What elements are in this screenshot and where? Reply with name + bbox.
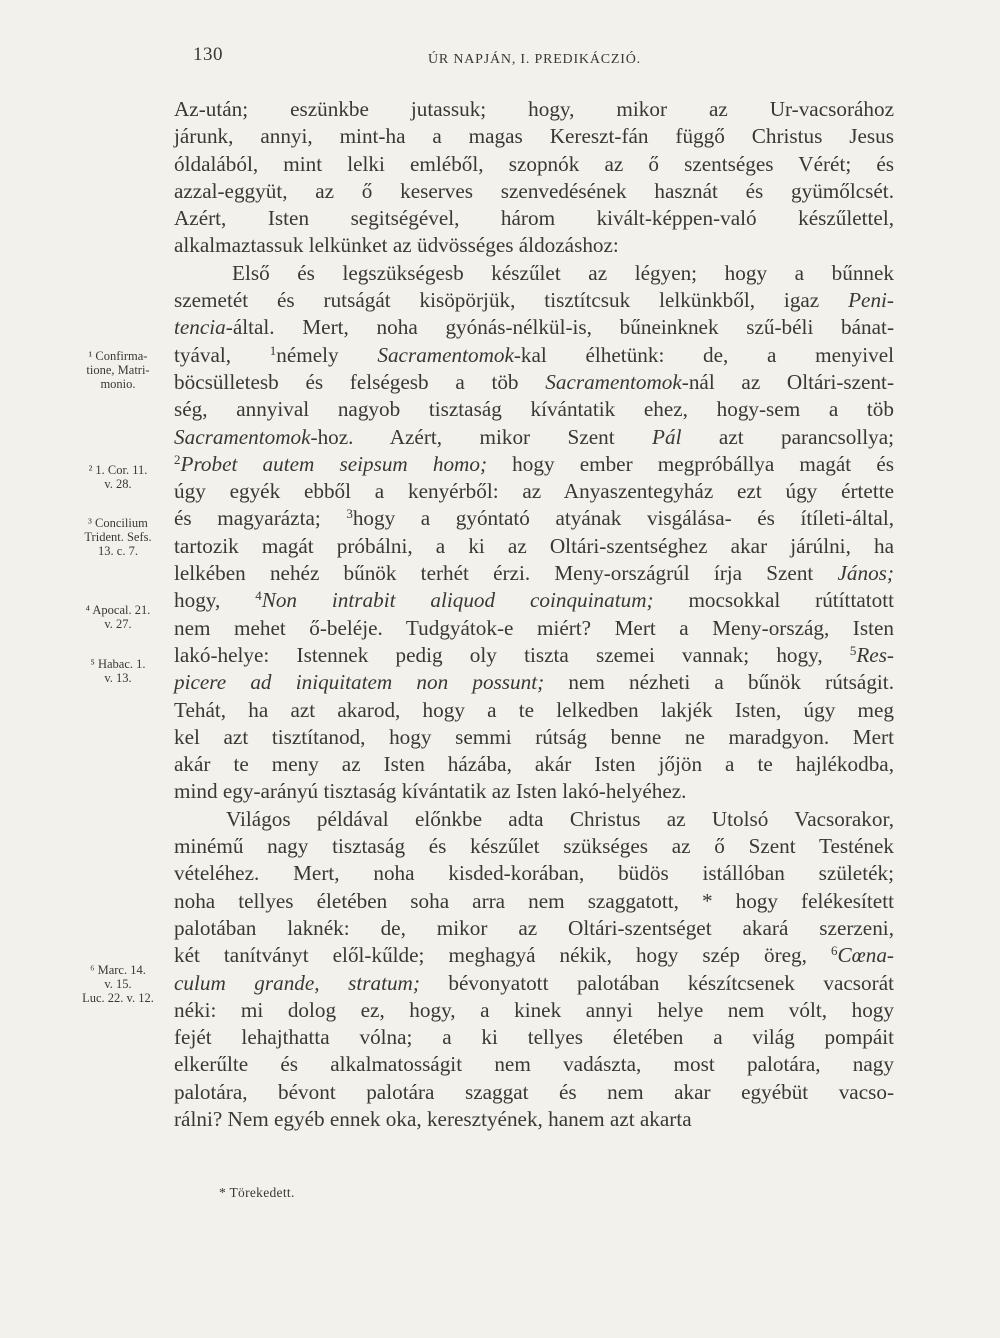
text-run: Az-után; eszünkbe jutassuk; hogy, mikor az Ur-vacsorához xyxy=(174,97,894,121)
text-line xyxy=(174,915,894,942)
text-line xyxy=(174,505,894,532)
page-number: 130 xyxy=(193,44,223,65)
text-run: alkalmaztassuk lelkünket az üdvösséges áldozáshoz: xyxy=(174,233,619,258)
text-run: -hoz. Azért, mikor Szent xyxy=(310,424,653,449)
text-line xyxy=(174,942,894,969)
text-run: azt parancsollya; xyxy=(681,424,894,449)
italic-run: Probet autem seipsum homo; xyxy=(180,451,488,476)
text-line xyxy=(174,369,894,396)
margin-note-concilium-trident xyxy=(66,516,170,558)
margin-note-line: ⁶ Marc. 14. xyxy=(90,963,146,977)
text-line xyxy=(174,697,894,724)
text-run: Világos példával előnkbe adta Christus az Utolsó Vacsorakor, xyxy=(226,806,894,831)
margin-note-habac xyxy=(66,657,170,685)
text-run: nem mehet ő-beléje. Tudgyátok-e miért? Mert a Meny-ország, Isten xyxy=(174,615,894,640)
margin-note-line: ⁵ Habac. 1. xyxy=(90,657,146,671)
text-run: két tanítványt elől-kűlde; meghagyá nékik, hogy szép öreg, xyxy=(174,943,831,968)
italic-run: János; xyxy=(837,561,894,586)
text-line xyxy=(174,778,894,805)
text-line xyxy=(174,669,894,696)
running-head: ÚR NAPJÁN, I. PREDIKÁCZIÓ. xyxy=(428,52,641,67)
text-run: hogy, xyxy=(174,588,256,613)
reference-mark: 1 xyxy=(269,342,277,358)
text-run: elkerűlte és alkalmatosságit nem vadászta, most palotára, nagy xyxy=(174,1052,894,1077)
reference-mark: 2 xyxy=(174,451,181,467)
text-line xyxy=(174,96,894,123)
text-line xyxy=(174,1079,894,1106)
text-run: fejét lehajthatta vólna; a ki tellyes életében a világ pompáit xyxy=(174,1025,894,1050)
text-run: lakó-helye: Istennek pedig oly tiszta szemei vannak; hogy, xyxy=(174,642,850,667)
footnote: * Törekedett. xyxy=(219,1185,295,1200)
text-run: hogy ember megpróbállya magát és xyxy=(487,451,894,476)
text-run: mocsokkal rútíttatott xyxy=(653,588,894,613)
text-line xyxy=(174,396,894,423)
margin-note-line: 13. c. 7. xyxy=(98,544,138,558)
text-run: kel azt tisztítanod, hogy semmi rútság benne ne maradgyon. Mert xyxy=(174,724,894,749)
main-text xyxy=(174,96,894,1133)
text-run: hogy a gyóntató atyának visgálása- és ítíleti-által, xyxy=(352,506,895,531)
italic-run: Peni- xyxy=(848,288,894,313)
text-run: óldalából, mint lelki emléből, szopnók az ő szentséges Vérét; és xyxy=(174,151,894,176)
text-run: szemetét és rutságát kisöpörjük, tisztítcsuk lelkünkből, igaz xyxy=(174,288,849,313)
text-run: palotában laknék: de, mikor az Oltári-szentséget akará szerzeni, xyxy=(174,915,894,940)
text-line xyxy=(174,478,894,505)
margin-note-line: ⁴ Apocal. 21. xyxy=(85,603,151,617)
reference-mark: 3 xyxy=(346,506,353,522)
text-line xyxy=(174,533,894,560)
margin-note-line: tione, Matri- xyxy=(86,363,150,377)
italic-run: Sacramentomok xyxy=(377,342,514,367)
text-run: akár te meny az Isten házába, akár Isten jőjön a te hajlékodba, xyxy=(174,752,894,777)
reference-mark: 4 xyxy=(255,588,262,604)
margin-note-apocal xyxy=(66,603,170,631)
margin-note-line: ² 1. Cor. 11. xyxy=(88,463,148,477)
italic-run: Sacramentomok xyxy=(174,424,311,449)
italic-run: picere ad iniquitatem non possunt; xyxy=(174,670,545,695)
text-line xyxy=(174,287,894,314)
text-run: lelkében nehéz bűnök terhét érzi. Meny-országrúl írja Szent xyxy=(174,561,838,586)
margin-note-line: monio. xyxy=(100,377,136,391)
margin-note-marc-luc xyxy=(66,963,170,1005)
text-run: úgy egyék ebből a kenyérből: az Anyaszentegyház ezt úgy értette xyxy=(174,479,894,504)
text-line xyxy=(174,151,894,178)
margin-note-line: v. 27. xyxy=(104,617,132,631)
margin-note-line: ¹ Confirma- xyxy=(88,349,148,363)
text-line xyxy=(174,997,894,1024)
text-run: minémű nagy tisztaság és készűlet szükséges az ő Szent Testének xyxy=(174,834,894,859)
text-run: -által. Mert, noha gyónás-nélkül-is, bűneinknek szű-béli bánat- xyxy=(225,315,894,340)
margin-note-line: ³ Concilium xyxy=(88,516,148,530)
text-line xyxy=(174,232,894,259)
text-line xyxy=(174,1024,894,1051)
text-run: ség, annyival nagyob tisztaság kívántatik ehez, hogy-sem a töb xyxy=(174,397,894,422)
text-line xyxy=(174,342,894,369)
text-run: tartozik magát próbálni, a ki az Oltári-szentséghez akar járúlni, ha xyxy=(174,533,894,558)
text-line xyxy=(174,642,894,669)
text-line xyxy=(174,751,894,778)
margin-note-line: v. 13. xyxy=(104,671,132,685)
margin-note-line: Trident. Sefs. xyxy=(84,530,152,544)
italic-run: Sacramentomok xyxy=(545,369,682,394)
margin-note-1-cor xyxy=(66,463,170,491)
text-run: noha tellyes életében soha arra nem szaggatott, * hogy felékesített xyxy=(174,888,894,913)
text-run: néki: mi dolog ez, hogy, a kinek annyi helye nem vólt, hogy xyxy=(174,997,894,1022)
text-run: -kal élhetünk: de, a menyivel xyxy=(513,342,895,367)
text-run: bévonyatott palotában készítcsenek vacsorát xyxy=(419,970,894,995)
reference-mark: 5 xyxy=(849,642,857,658)
text-run: Első és legszükségesb készűlet az légyen; hogy a bűnnek xyxy=(232,260,894,285)
text-line xyxy=(174,888,894,915)
text-line xyxy=(174,1106,894,1133)
reference-mark: 6 xyxy=(830,943,838,959)
text-line xyxy=(174,833,894,860)
text-line xyxy=(174,260,894,287)
text-line xyxy=(174,314,894,341)
italic-run: tencia xyxy=(174,315,226,340)
text-run: tyával, xyxy=(174,342,270,367)
text-line xyxy=(174,615,894,642)
text-run: azzal-eggyüt, az ő keserves szenvedésének hasznát és gyümőlcsét. xyxy=(174,178,894,203)
text-line xyxy=(174,587,894,614)
text-line xyxy=(174,205,894,232)
text-run: nem nézheti a bűnök rútságit. xyxy=(544,670,894,695)
text-run: némely xyxy=(276,342,378,367)
text-run: Tehát, ha azt akarod, hogy a te lelkedben lakjék Isten, úgy meg xyxy=(174,697,894,722)
text-run: palotára, bévont palotára szaggat és nem akar egyébüt vacso- xyxy=(174,1079,894,1104)
italic-run: Res- xyxy=(856,642,894,667)
italic-run: culum grande, stratum; xyxy=(174,970,420,995)
margin-note-line: Luc. 22. v. 12. xyxy=(82,991,154,1005)
text-line xyxy=(174,806,894,833)
text-run: járunk, annyi, mint-ha a magas Kereszt-fán függő Christus Jesus xyxy=(174,124,894,149)
text-line xyxy=(174,178,894,205)
text-run: rálni? Nem egyéb ennek oka, keresztyének, hanem azt akarta xyxy=(174,1106,692,1131)
text-line xyxy=(174,424,894,451)
text-run: mind egy-arányú tisztaság kívántatik az Isten lakó-helyéhez. xyxy=(174,779,687,804)
text-line xyxy=(174,123,894,150)
text-run: vételéhez. Mert, noha kisded-korában, büdös istállóban születék; xyxy=(174,861,894,886)
text-line xyxy=(174,970,894,997)
text-line xyxy=(174,560,894,587)
text-line xyxy=(174,860,894,887)
italic-run: Non intrabit aliquod coinquinatum; xyxy=(261,588,654,613)
italic-run: Pál xyxy=(652,424,682,449)
text-run: és magyarázta; xyxy=(174,506,347,531)
text-line xyxy=(174,451,894,478)
text-run: böcsülletesb és felségesb a töb xyxy=(174,369,546,394)
text-line xyxy=(174,724,894,751)
text-run: -nál az Oltári-szent- xyxy=(681,369,894,394)
margin-note-line: v. 28. xyxy=(104,477,132,491)
margin-note-confirmatione xyxy=(66,349,170,391)
margin-note-line: v. 15. xyxy=(104,977,132,991)
italic-run: Cœna- xyxy=(837,943,894,968)
text-line xyxy=(174,1051,894,1078)
text-run: Azért, Isten segitségével, három kivált-képpen-való készűlettel, xyxy=(174,206,894,231)
